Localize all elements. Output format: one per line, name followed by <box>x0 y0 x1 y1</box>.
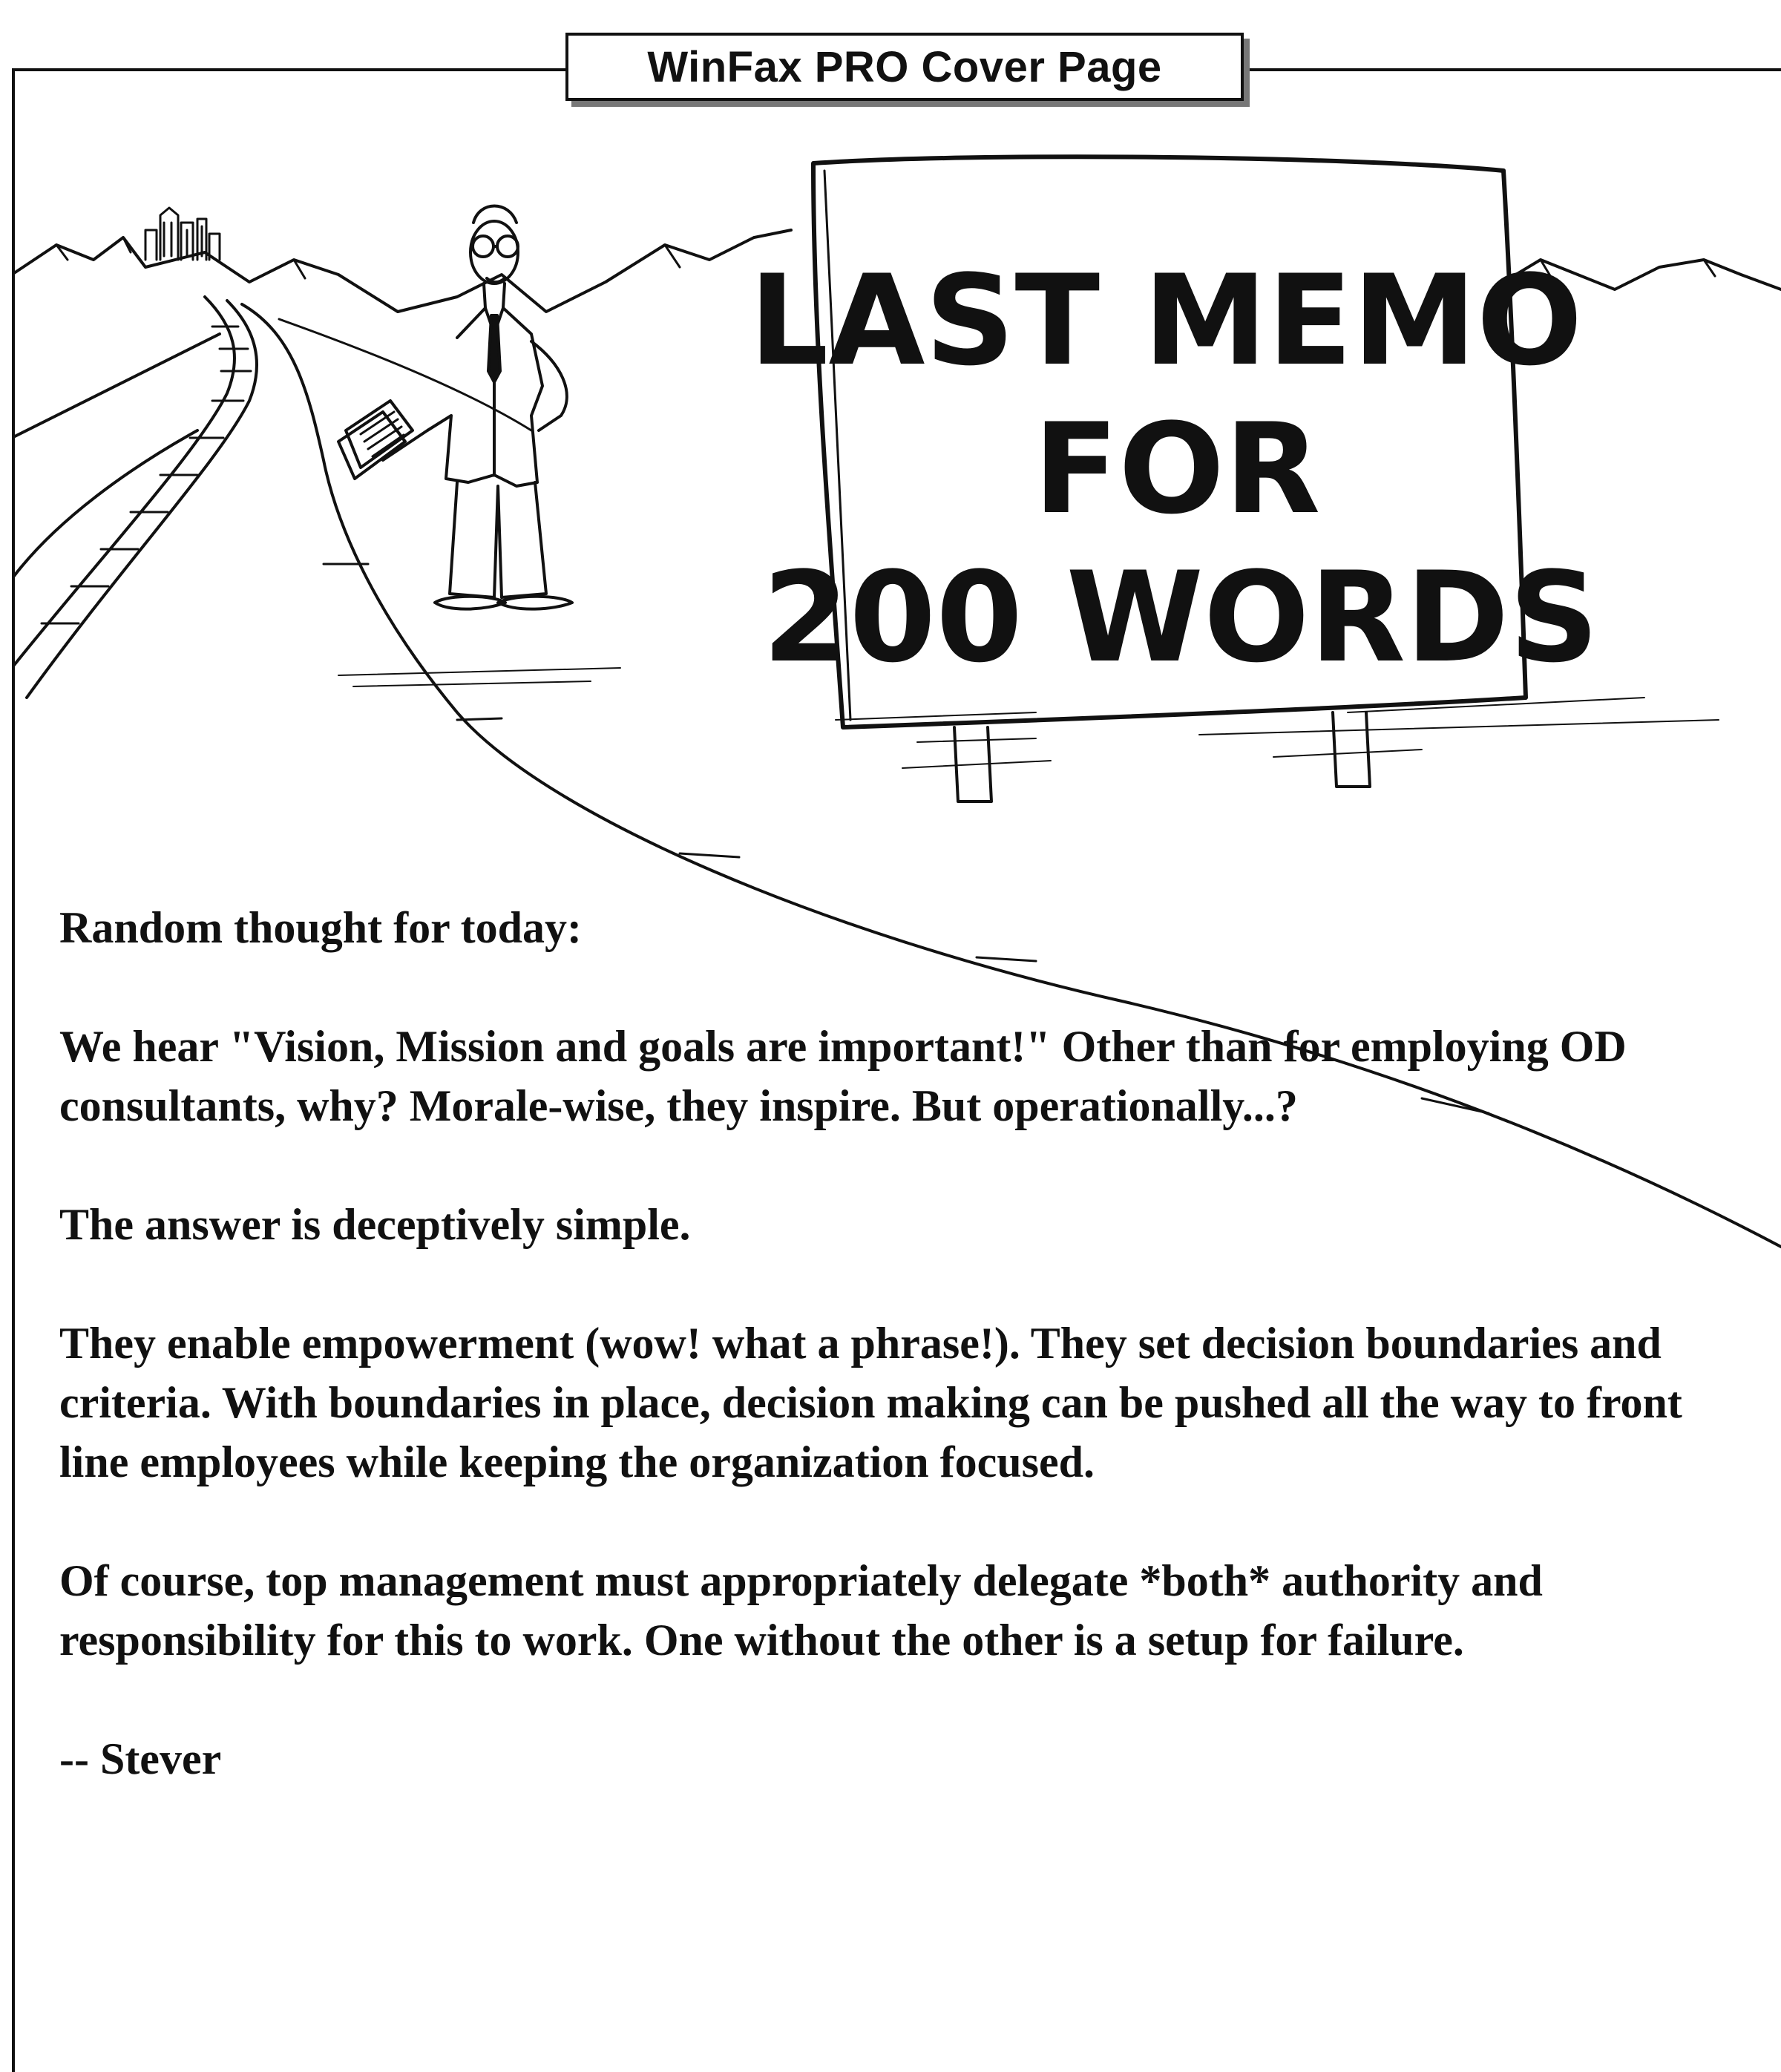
memo-paragraph: They enable empowerment (wow! what a phrase!). They set decision boundaries and criteria. With boundaries in place, decision making can be pushed all the way to front line employees while keeping the organization focused. <box>59 1319 1682 1486</box>
businessman-icon <box>338 206 572 609</box>
sign-line-2: FOR <box>1033 396 1321 542</box>
memo-paragraph: We hear "Vision, Mission and goals are important!" Other than for employing OD consultants, why? Morale-wise, they inspire. But operationally...? <box>59 1022 1627 1130</box>
memo-body <box>59 898 1751 1848</box>
sign-line-1: LAST MEMO <box>749 248 1583 393</box>
railroad-tracks-icon <box>12 297 257 698</box>
cover-page-title: WinFax PRO Cover Page <box>565 33 1244 101</box>
sign-line-3: 200 WORDS <box>762 545 1599 690</box>
city-skyline-icon <box>145 208 220 260</box>
memo-paragraph: The answer is deceptively simple. <box>59 1200 691 1249</box>
memo-signature: -- Stever <box>59 1734 222 1783</box>
memo-heading: Random thought for today: <box>59 903 582 952</box>
mountains-left-icon <box>12 230 791 312</box>
memo-paragraph: Of course, top management must appropriately delegate *both* authority and responsibility for this to work. One without the other is a setup for failure. <box>59 1556 1543 1665</box>
